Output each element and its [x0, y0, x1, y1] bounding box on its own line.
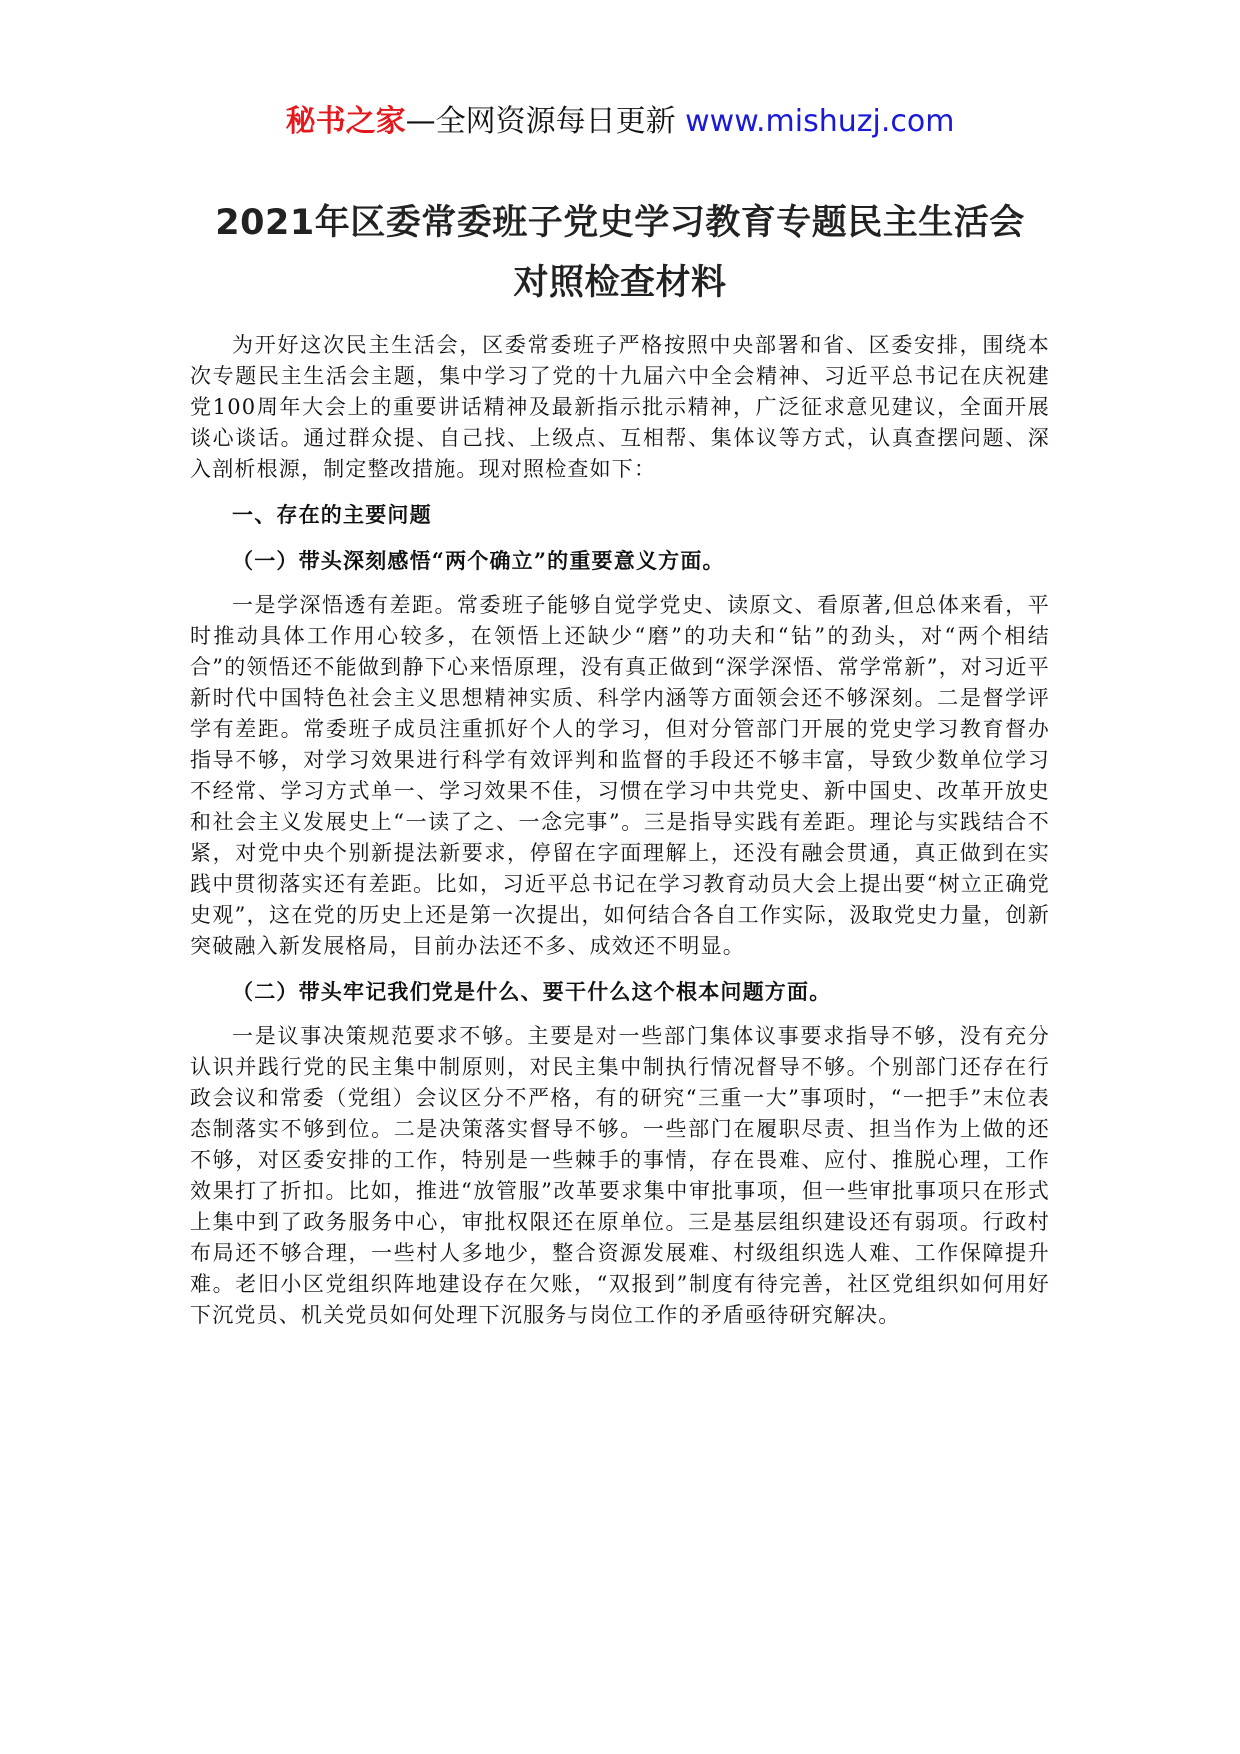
subsection-heading-1: （一）带头深刻感悟“两个确立”的重要意义方面。	[232, 548, 725, 573]
document-body	[190, 330, 1050, 1331]
brand-name: 秘书之家	[285, 104, 406, 139]
document-title-line-2: 对照检查材料	[513, 263, 727, 303]
subsection-body-1: 一是学深悟透有差距。常委班子能够自觉学党史、读原文、看原著,但总体来看，平时推动具体工作用心较多，在领悟上还缺少“磨”的功夫和“钻”的劲头，对“两个相结合”的领悟还不能做到静下心来悟原理，没有真正做到“深学深悟、常学常新”，对习近平新时代中国特色社会主义思想精神实质、科学内涵等方面领会还不够深刻。二是督学评学有差距。常委班子成员注重抓好个人的学习，但对分管部门开展的党史学习教育督办指导不够，对学习效果进行科学有效评判和监督的手段还不够丰富，导致少数单位学习不经常、学习方式单一、学习效果不佳，习惯在学习中共党史、新中国史、改革开放史和社会主义发展史上“一读了之、一念完事”。三是指导实践有差距。理论与实践结合不紧，对党中央个别新提法新要求，停留在字面理解上，还没有融会贯通，真正做到在实践中贯彻落实还有差距。比如，习近平总书记在学习教育动员大会上提出要“树立正确党史观”，这在党的历史上还是第一次提出，如何结合各自工作实际，汲取党史力量，创新突破融入新发展格局，目前办法还不多、成效还不明显。	[190, 593, 1050, 958]
site-url: www.mishuzj.com	[685, 104, 955, 139]
section-heading: 一、存在的主要问题	[232, 503, 432, 527]
document-title-line-1: 2021年区委常委班子党史学习教育专题民主生活会	[215, 203, 1025, 243]
subsection-heading-2: （二）带头牢记我们党是什么、要干什么这个根本问题方面。	[232, 979, 832, 1004]
watermark-header	[0, 100, 1240, 144]
header-slogan: —全网资源每日更新	[405, 104, 676, 139]
intro-paragraph: 为开好这次民主生活会，区委常委班子严格按照中央部署和省、区委安排，围绕本次专题民主生活会主题，集中学习了党的十九届六中全会精神、习近平总书记在庆祝建党100周年大会上的重要讲话精神及最新指示批示精神，广泛征求意见建议，全面开展谈心谈话。通过群众提、自己找、上级点、互相帮、集体议等方式，认真查摆问题、深入剖析根源，制定整改措施。现对照检查如下：	[190, 333, 1050, 481]
subsection-body-2: 一是议事决策规范要求不够。主要是对一些部门集体议事要求指导不够，没有充分认识并践行党的民主集中制原则，对民主集中制执行情况督导不够。个别部门还存在行政会议和常委（党组）会议区分不严格，有的研究“三重一大”事项时，“一把手”末位表态制落实不够到位。二是决策落实督导不够。一些部门在履职尽责、担当作为上做的还不够，对区委安排的工作，特别是一些棘手的事情，存在畏难、应付、推脱心理，工作效果打了折扣。比如，推进“放管服”改革要求集中审批事项，但一些审批事项只在形式上集中到了政务服务中心，审批权限还在原单位。三是基层组织建设还有弱项。行政村布局还不够合理，一些村人多地少，整合资源发展难、村级组织选人难、工作保障提升难。老旧小区党组织阵地建设存在欠账，“双报到”制度有待完善，社区党组织如何用好下沉党员、机关党员如何处理下沉服务与岗位工作的矛盾亟待研究解决。	[190, 1024, 1050, 1327]
